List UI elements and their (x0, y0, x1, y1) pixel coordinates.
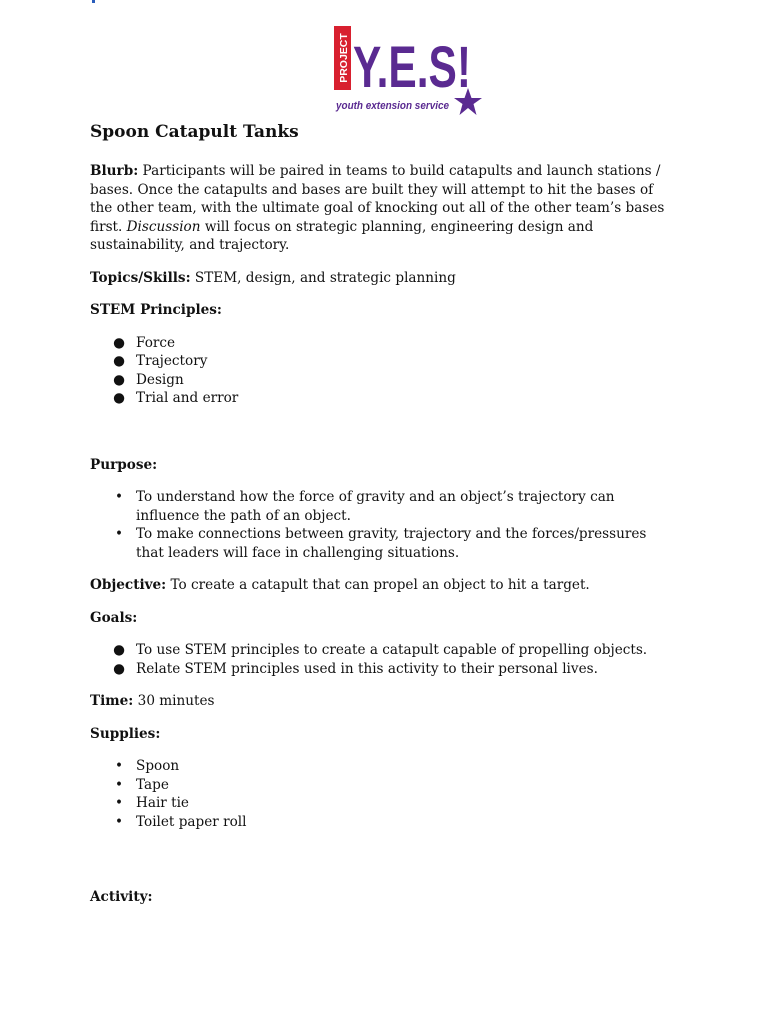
spacer (90, 422, 670, 456)
logo-graphic (334, 24, 484, 124)
list-item-text: To make connections between gravity, trajectory and the forces/pressures that leaders will face in challenging situations. (136, 526, 647, 561)
list-item-text: Toilet paper roll (136, 813, 247, 830)
purpose-list (90, 488, 670, 562)
list-item-text: Hair tie (136, 795, 189, 811)
topics-label: Topics/Skills: (90, 269, 191, 286)
list-item (90, 334, 670, 353)
bullet-icon: • (114, 813, 124, 830)
list-item (90, 389, 670, 408)
list-item-text: Trial and error (136, 390, 239, 406)
bullet-icon: • (114, 758, 124, 774)
list-item-text: To understand how the force of gravity and an object’s trajectory can influence the path of an object. (136, 489, 615, 524)
list-item-text: Relate STEM principles used in this activity to their personal lives. (136, 660, 598, 677)
topics-paragraph (90, 269, 670, 288)
list-item (90, 488, 670, 525)
time-paragraph (90, 692, 670, 711)
list-item-text: Force (136, 334, 176, 351)
list-item-text: Trajectory (136, 353, 208, 369)
blurb-text-start: Participants will be paired in teams to build catapults and launch stations / bases. Once the catapults and bases are built they will attempt to hit the bases of the other team, with the ultimate goal of knocking out all of the other team’s bases first. (90, 163, 665, 235)
bullet-icon: ● (113, 353, 125, 369)
activity-heading: Activity: (90, 889, 153, 905)
purpose-heading: Purpose: (90, 456, 158, 473)
goals-list (90, 641, 670, 678)
list-item (90, 776, 670, 795)
logo-yes-word: Y.E.S! (353, 35, 471, 100)
list-item (90, 525, 670, 562)
bullet-icon: • (114, 526, 124, 542)
bullet-icon: • (114, 489, 124, 505)
blurb-label: Blurb: (90, 163, 139, 179)
bullet-icon: ● (113, 660, 125, 677)
time-text: 30 minutes (133, 693, 215, 709)
list-item (90, 813, 670, 832)
list-item-text: Design (136, 371, 184, 388)
list-item-text: To use STEM principles to create a catapult capable of propelling objects. (136, 642, 648, 658)
bullet-icon: ● (113, 334, 125, 351)
bullet-icon: • (114, 776, 124, 793)
objective-label: Objective: (90, 577, 167, 593)
list-item (90, 794, 670, 813)
list-item (90, 641, 670, 660)
list-item-text: Tape (136, 776, 169, 793)
goals-heading: Goals: (90, 609, 138, 626)
time-label: Time: (90, 693, 134, 709)
logo-project-word: PROJECT (338, 33, 350, 83)
page-title: Spoon Catapult Tanks (90, 122, 299, 142)
bullet-icon: ● (113, 371, 125, 388)
objective-text: To create a catapult that can propel an object to hit a target. (166, 577, 590, 593)
list-item (90, 757, 670, 776)
objective-paragraph (90, 576, 670, 595)
blurb-text-end: will focus on strategic planning, engineering design and sustainability, and trajectory. (90, 218, 594, 253)
bullet-icon: ● (113, 390, 125, 406)
list-item (90, 371, 670, 390)
supplies-list (90, 757, 670, 831)
supplies-heading: Supplies: (90, 725, 161, 742)
list-item-text: Spoon (136, 758, 180, 774)
stem-principles-heading: STEM Principles: (90, 302, 222, 318)
spacer (90, 845, 670, 888)
project-yes-logo (334, 24, 484, 124)
stem-principles-list (90, 334, 670, 408)
topics-text: STEM, design, and strategic planning (190, 269, 456, 286)
list-item (90, 660, 670, 679)
blurb-italic-word: Discussion (126, 218, 201, 235)
blurb-paragraph (90, 162, 670, 255)
bullet-icon: ● (113, 642, 125, 658)
page-corner-mark (92, 0, 95, 3)
bullet-icon: • (114, 795, 124, 811)
logo-tagline: youth extension service (335, 100, 449, 112)
document-body (90, 122, 670, 921)
list-item (90, 352, 670, 371)
